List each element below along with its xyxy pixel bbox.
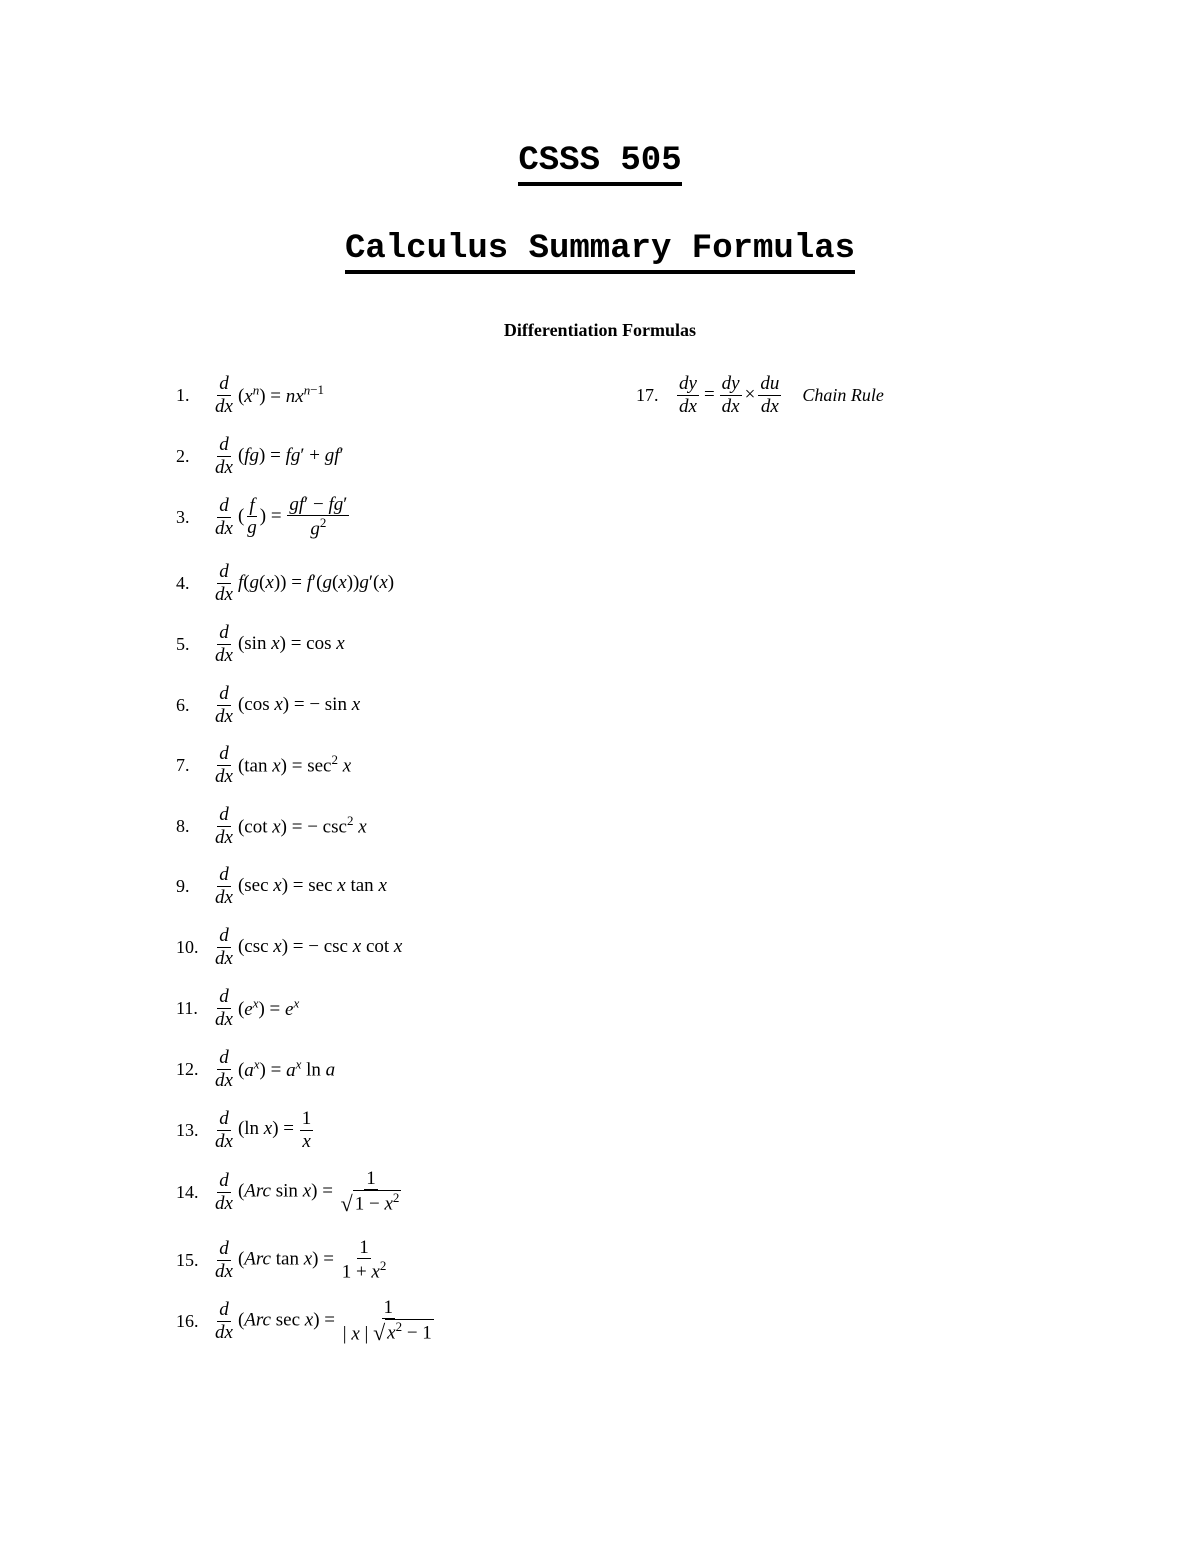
formula-13 bbox=[176, 1101, 314, 1159]
derivative-operator: $\frac{d}{dx}$ bbox=[215, 561, 233, 605]
formula-4 bbox=[176, 554, 394, 612]
formula-2 bbox=[176, 427, 344, 485]
formula-8 bbox=[176, 797, 367, 855]
formula-7 bbox=[176, 736, 351, 794]
derivative-operator: $\frac{d}{dx}$ bbox=[215, 1238, 233, 1282]
derivative-operator: $\frac{d}{dx}$ bbox=[215, 373, 233, 417]
formula-5 bbox=[176, 615, 345, 673]
formula-17-chain-rule: 17. $\frac{dy}{dx}$ = $\frac{dy}{dx}$ × $\frac{du}{dx}$ Chain Rule bbox=[636, 373, 884, 417]
derivative-operator: $\frac{d}{dx}$ bbox=[215, 622, 233, 666]
formula-number: 6. bbox=[176, 694, 190, 715]
formula-number: 5. bbox=[176, 633, 190, 654]
formula-1 bbox=[176, 366, 324, 424]
formula-expression: (sin x) = cos x bbox=[237, 633, 345, 654]
derivative-operator: $\frac{d}{dx}$ bbox=[215, 683, 233, 727]
derivative-operator: $\frac{d}{dx}$ bbox=[215, 434, 233, 478]
formula-expression: ( $\frac{f}{g}$ ) = $\frac{gf' - fg'}{g^2}$ bbox=[237, 494, 348, 540]
formula-expression: $(a^x) = a^x$ ln a bbox=[237, 1056, 336, 1081]
formula-expression: $(x^n) = nx^{n-1}$ bbox=[237, 382, 325, 407]
derivative-operator: $\frac{d}{dx}$ bbox=[215, 804, 233, 848]
derivative-operator: $\frac{d}{dx}$ bbox=[215, 1108, 233, 1152]
formula-number: 14. bbox=[176, 1181, 199, 1202]
derivative-operator: $\frac{d}{dx}$ bbox=[215, 1047, 233, 1091]
document-title: Calculus Summary Formulas bbox=[0, 230, 1200, 274]
formula-number: 3. bbox=[176, 506, 190, 527]
formula-11 bbox=[176, 979, 299, 1037]
formula-expression: (ln x) = $\frac{1}{x}$ bbox=[237, 1108, 312, 1152]
formula-number: 4. bbox=[176, 572, 190, 593]
derivative-operator: $\frac{d}{dx}$ bbox=[215, 1299, 233, 1343]
formula-expression: (fg) = fg′ + gf′ bbox=[237, 445, 344, 466]
derivative-operator: $\frac{d}{dx}$ bbox=[215, 1170, 233, 1214]
formula-number: 2. bbox=[176, 445, 190, 466]
formula-10 bbox=[176, 918, 402, 976]
formula-16 bbox=[176, 1292, 437, 1350]
formula-number: 15. bbox=[176, 1249, 199, 1270]
formula-expression: (cot x) = − $\csc^2 x$ bbox=[237, 813, 367, 838]
formula-9 bbox=[176, 857, 387, 915]
derivative-operator: $\frac{d}{dx}$ bbox=[215, 743, 233, 787]
du-dx-fraction: $\frac{du}{dx}$ bbox=[760, 373, 780, 417]
formula-12 bbox=[176, 1040, 335, 1098]
derivative-operator: $\frac{d}{dx}$ bbox=[215, 986, 233, 1030]
derivative-operator: $\frac{d}{dx}$ bbox=[215, 864, 233, 908]
formula-expression: (sec x) = sec x tan x bbox=[237, 875, 387, 896]
formula-expression: (Arc sin x) = 1 √ $1 - x^2$ bbox=[237, 1167, 400, 1216]
section-heading: Differentiation Formulas bbox=[503, 320, 697, 340]
formula-3 bbox=[176, 488, 350, 546]
formula-6 bbox=[176, 676, 360, 734]
formula-number: 13. bbox=[176, 1119, 199, 1140]
dy-du-fraction: $\frac{dy}{dx}$ bbox=[721, 373, 740, 417]
formula-number: 10. bbox=[176, 936, 199, 957]
course-title: CSSS 505 bbox=[0, 142, 1200, 186]
formula-expression: (tan $x) = \sec^2 x$ bbox=[237, 752, 352, 777]
formula-number: 11. bbox=[176, 997, 198, 1018]
formula-expression: (Arc sec x) = 1 | x | √ $x^2 - 1$ bbox=[237, 1296, 432, 1345]
formula-expression: (Arc tan x) = $\frac{1}{1 + x^2}$ bbox=[237, 1237, 387, 1283]
derivative-operator: $\frac{d}{dx}$ bbox=[215, 925, 233, 969]
formula-number: 9. bbox=[176, 875, 190, 896]
formula-number: 7. bbox=[176, 754, 190, 775]
formula-14 bbox=[176, 1163, 404, 1221]
formula-number: 8. bbox=[176, 815, 190, 836]
formula-number: 1. bbox=[176, 384, 190, 405]
formula-number: 12. bbox=[176, 1058, 199, 1079]
derivative-operator: $\frac{d}{dx}$ bbox=[215, 495, 233, 539]
dy-dx-fraction: $\frac{dy}{dx}$ bbox=[679, 373, 697, 417]
formula-number: 17. bbox=[636, 384, 659, 405]
formula-15 bbox=[176, 1231, 389, 1289]
formula-expression: $(e^x) = e^x$ bbox=[237, 995, 300, 1020]
formula-expression: f(g(x)) = f′(g(x))g′(x) bbox=[237, 572, 395, 593]
formula-number: 16. bbox=[176, 1310, 199, 1331]
formula-expression: (cos x) = − sin x bbox=[237, 694, 361, 715]
formula-expression: (csc x) = − csc x cot x bbox=[237, 936, 403, 957]
chain-rule-label: Chain Rule bbox=[802, 384, 884, 405]
